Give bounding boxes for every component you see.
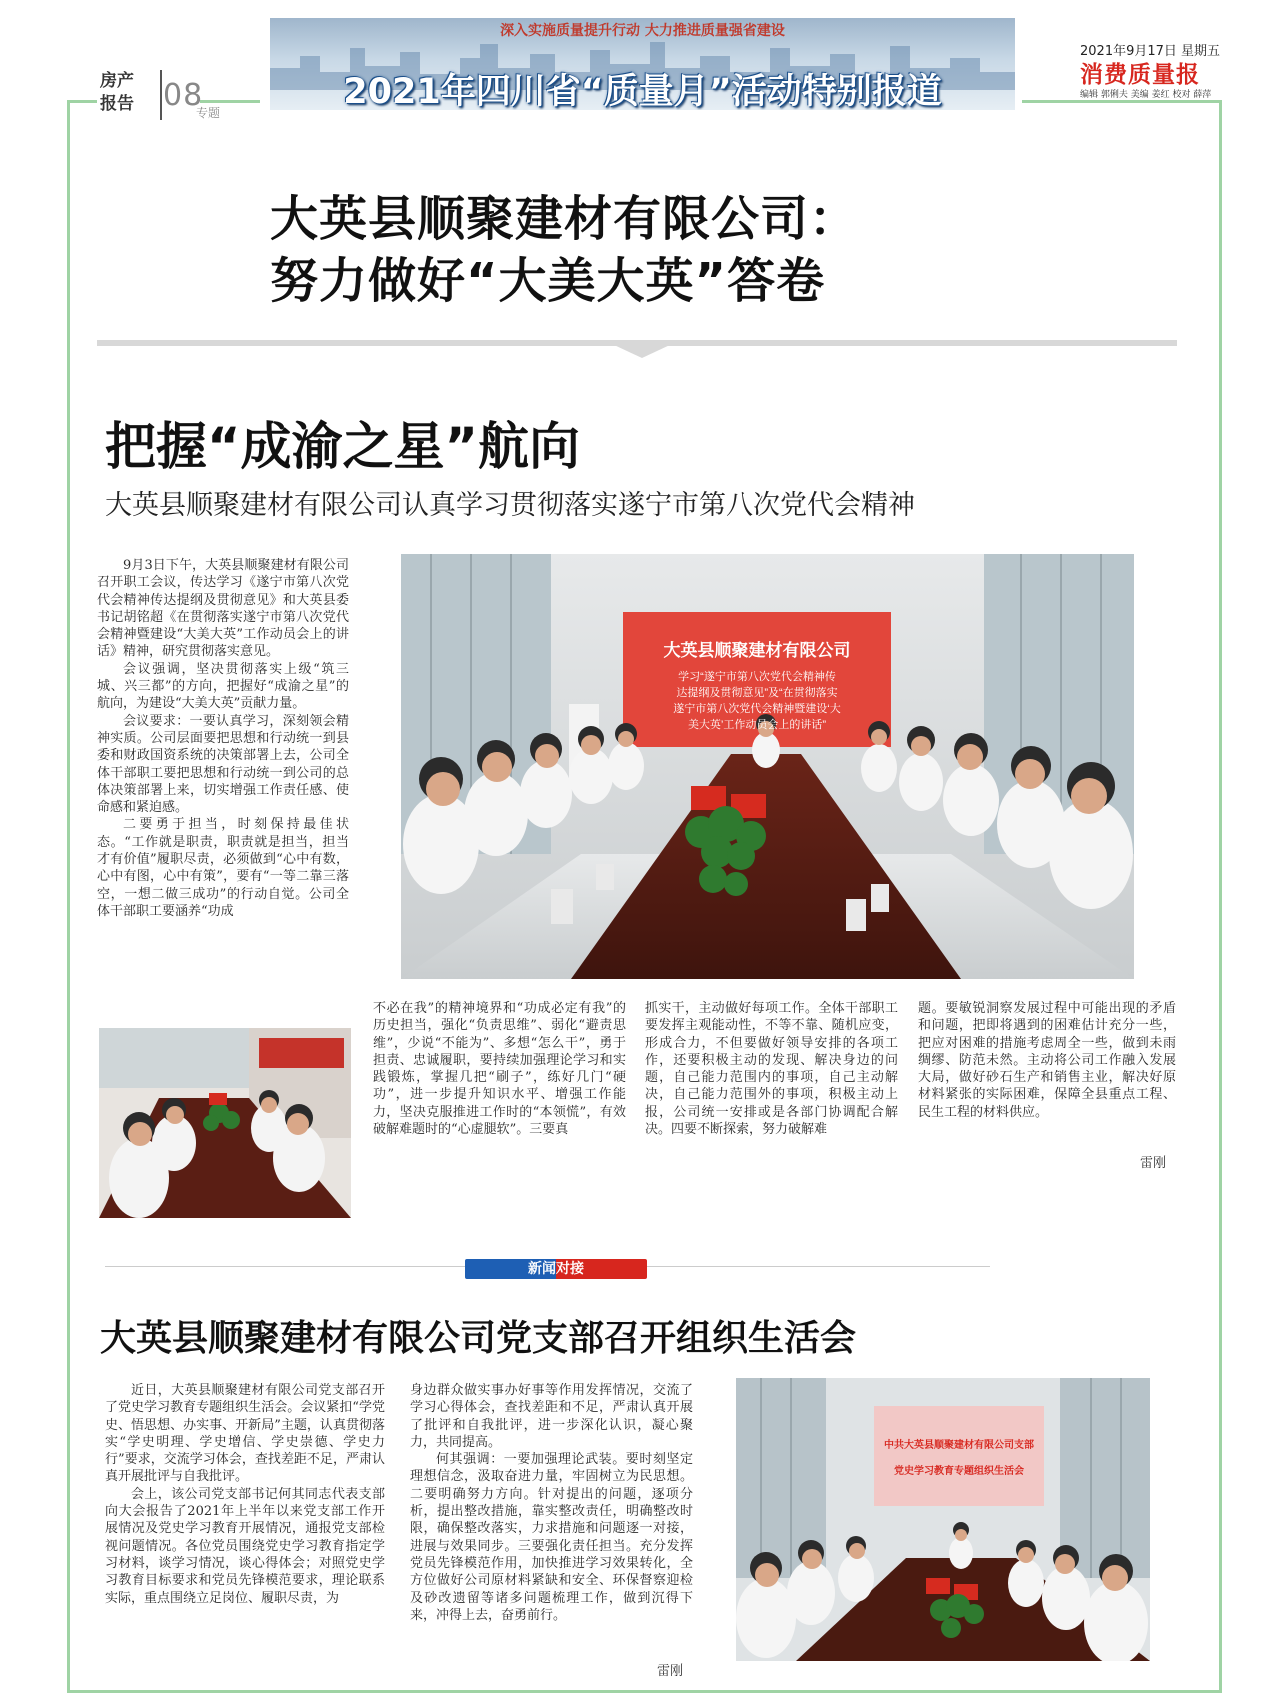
page-type: 专题: [196, 106, 221, 120]
paragraph: 身边群众做实事办好事等作用发挥情况，交流了学习心得体会，查找差距和不足，严肃认真开展了批评和自我批评，进一步深化认识，凝心聚力，共同提高。: [410, 1383, 693, 1450]
banner-title: 2021年四川省“质量月”活动特别报道: [343, 72, 942, 110]
article1-column1: [97, 557, 349, 989]
article2-column2: [410, 1382, 693, 1677]
tag-right: 对接: [556, 1259, 647, 1279]
paragraph: 何其强调：一要加强理论武装。要时刻坚定理想信念，汲取奋进力量，牢固树立为民思想。二要明确努力方向。针对提出的问题，逐项分析，提出整改措施，靠实整改责任，明确整改时限，确保整改落实，力求措施和问题逐一对接，进展与效果同步。三要强化责任担当。充分发挥党员先锋模范作用，加快推进学习效果转化，全方位做好公司原材料紧缺和安全、环保督察迎检及砂改遗留等诸多问题梳理工作，做到沉得下来，冲得上去，奋勇前行。: [410, 1452, 693, 1623]
party-banner-line1: 中共大英县顺聚建材有限公司支部: [884, 1440, 1034, 1451]
page-number: 08: [163, 78, 204, 113]
meeting-banner-line1: 学习“遂宁市第八次党代会精神传: [678, 671, 836, 683]
paragraph: 近日，大英县顺聚建材有限公司党支部召开了党史学习教育专题组织生活会。会议紧扣“学党史、悟思想、办实事、开新局”主题，认真贯彻落实“学史明理、学史增信、学史崇德、学史力行”要求，交流学习体会，查找差距不足，严肃认真开展批评与自我批评。: [105, 1383, 385, 1485]
paragraph: 不必在我”的精神境界和“功成必定有我”的历史担当，强化“负责思维”、弱化“避责思维”，少说“不能为”、多想“怎么干”，勇于担责、忠诚履职，要持续加强理论学习和实践锻炼，掌握几把“刷子”，练好几门“硬功”，进一步提升知识水平、增强工作能力，坚决克服推进工作时的“本领慌”，有效破解难题时的“心虚腿软”。三要真: [373, 1001, 626, 1138]
party-banner-line2: 党史学习教育专题组织生活会: [894, 1466, 1024, 1477]
editor-credits: 编辑 郭俐夫 美编 姜红 校对 薛萍: [1080, 90, 1212, 100]
meeting-photo-illustration: [401, 554, 1134, 979]
article1-title: 把握“成渝之星”航向: [105, 418, 581, 477]
article2-byline: 雷刚: [657, 1664, 684, 1679]
main-headline-line2: 努力做好“大美大英”答卷: [270, 253, 826, 309]
main-headline-line1: 大英县顺聚建材有限公司：: [270, 191, 859, 247]
meeting-banner-line4: 美大英’工作动员会上的讲话”: [687, 719, 827, 731]
page-frame-left: [67, 100, 70, 1692]
news-connect-tag: [465, 1259, 647, 1279]
page-frame-top: [1022, 100, 1222, 103]
paragraph: 会上，该公司党支部书记何其同志代表支部向大会报告了2021年上半年以来党支部工作开展情况及党史学习教育开展情况，通报党支部检视问题情况。各位党员围绕党史学习教育指定学习材料，谈学习情况，谈心得体会；对照党史学习教育目标要求和党员先锋模范要求，理论联系实际，重点围绕立足岗位、履职尽责，为: [105, 1486, 385, 1606]
section-label-line1: 房产: [100, 71, 134, 91]
party-meeting-photo: [736, 1378, 1150, 1661]
meeting-banner-company: 大英县顺聚建材有限公司: [663, 641, 851, 660]
paragraph: 9月3日下午，大英县顺聚建材有限公司召开职工会议，传达学习《遂宁市第八次党代会精神传达提纲及贯彻意见》和大英县委书记胡铭超《在贯彻落实遂宁市第八次党代会精神暨建设“大美大英”工作动员会上的讲话》精神，研究贯彻落实意见。: [97, 558, 349, 660]
article1-column4: [918, 1000, 1176, 1150]
issue-date: 2021年9月17日 星期五: [1080, 44, 1221, 59]
page-frame-top: [200, 100, 260, 103]
paragraph: 会议强调，坚决贯彻落实上级“筑三城、兴三都”的方向，把握好“成渝之星”的航向，为建设“大美大英”贡献力量。: [97, 661, 349, 712]
page-frame-top: [67, 100, 97, 103]
meeting-banner-line3: 遂宁市第八次党代会精神暨建设‘大: [673, 703, 841, 715]
section-label-line2: 报告: [100, 94, 134, 114]
paragraph: 抓实干，主动做好每项工作。全体干部职工要发挥主观能动性，不等不靠、随机应变，形成合力，不但要做好领导安排的各项工作，还要积极主动的发现、解决身边的问题，自己能力范围内的事项，自己主动解决，自己能力范围外的事项，积极主动上报，公司统一安排或是各部门协调配合解决。四要不断探索，努力破解难: [645, 1001, 898, 1138]
meeting-photo-secondary-illustration: [99, 1028, 351, 1218]
page-frame-bottom: [67, 1690, 1222, 1693]
main-headline: [270, 188, 858, 312]
party-meeting-photo-illustration: [736, 1378, 1150, 1661]
page-frame-right: [1219, 100, 1222, 1692]
meeting-photo-secondary: [99, 1028, 351, 1218]
article2-title: 大英县顺聚建材有限公司党支部召开组织生活会: [100, 1318, 857, 1359]
article2-column1: [105, 1382, 385, 1677]
article1-byline: 雷刚: [1140, 1156, 1167, 1171]
article1-column3: [645, 1000, 898, 1170]
paragraph: 会议要求：一要认真学习，深刻领会精神实质。公司层面要把思想和行动统一到县委和财政国资系统的决策部署上去，公司全体干部职工要把思想和行动统一到公司的总体决策部署上来，切实增强工作责任感、使命感和紧迫感。: [97, 713, 349, 816]
special-report-banner: [270, 18, 1015, 110]
headline-divider-notch: [612, 344, 672, 358]
paragraph: 二要勇于担当，时刻保持最佳状态。“工作就是职责，职责就是担当，担当才有价值”履职尽责，必须做到“心中有数，心中有图，心中有策”，要有“一等二靠三落空，一想二做三成功”的行动自觉。公司全体干部职工要涵养“功成: [97, 817, 349, 919]
meeting-banner-line2: 达提纲及贯彻意见”及“在贯彻落实: [676, 687, 838, 699]
banner-subtitle: 深入实施质量提升行动 大力推进质量强省建设: [500, 23, 785, 39]
paragraph: 题。要敏锐洞察发展过程中可能出现的矛盾和问题，把即将遇到的困难估计充分一些，把应对困难的措施考虑周全一些，做到未雨绸缪、防范未然。主动将公司工作融入发展大局，做好砂石生产和销售主业，解决好原材料紧张的实际困难，保障全县重点工程、民生工程的材料供应。: [918, 1001, 1176, 1120]
newspaper-masthead: 消费质量报: [1080, 62, 1200, 88]
article1-subtitle: 大英县顺聚建材有限公司认真学习贯彻落实遂宁市第八次党代会精神: [105, 490, 915, 521]
tag-left: 新闻: [465, 1259, 556, 1279]
meeting-photo-main: [401, 554, 1134, 979]
section-label: [100, 70, 162, 120]
article1-column2: [373, 1000, 626, 1170]
